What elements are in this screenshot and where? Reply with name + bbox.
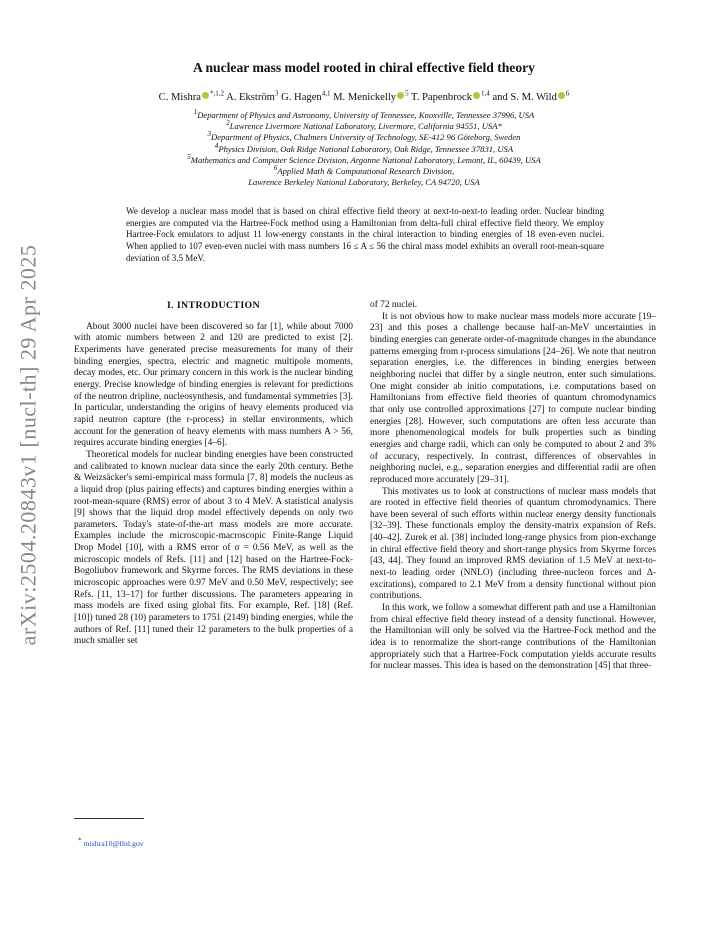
section-heading-introduction: I. INTRODUCTION [166, 300, 261, 311]
paragraph: Theoretical models for nuclear binding energies have been constructed and calibrated to known nuclear data since the early 20th century. Bethe & Weizsäcker's semi-empirical mass formula [7, 8] models the nucleus as a liquid drop (plus pairing effects) and captures binding energies within a root-mean-square (RMS) error of about 3 to 4 MeV. A statistical analysis [9] shows that the liquid drop model effectively depends on only two parameters. Today's state-of-the-art mass models are more accurate. Examples include the microscopic-macroscopic Finite-Range Liquid Drop Model [10], with a RMS error of σ = 0.56 MeV, as well as the microscopic models of Refs. [11] and [12] based on the Hartree-Fock-Bogoliubov framework and Skyrme forces. The RMS deviations in these microscopic approaches were 0.97 MeV and 0.50 MeV, respectively; see Refs. [11, 13–17] for further discussions. The parameters appearing in mass models are fixed using global fits. For example, Ref. [18] (Ref. [10]) tuned 28 (10) parameters to 1751 (2149) binding energies, while the authors of Ref. [11] tuned their 12 parameters to the bulk properties of a much smaller set [74, 449, 353, 647]
affiliation-marker: 3 [274, 89, 279, 98]
author-list: C. Mishra $^{*,1,2}$ A. Ekström$^3$ G. Hagen$^{4,1}$ M. Menickelly $^5$ T. Papenbrock $^{1,4}$ and S. M. Wild $^6$ [158, 89, 570, 103]
affiliation-marker: *,1,2 [210, 89, 224, 98]
orcid-icon[interactable] [473, 92, 480, 99]
affiliation-text: Department of Physics, Chalmers University of Technology, SE-412 96 Göteborg, Sweden [211, 132, 521, 143]
affiliation-text: Physics Division, Oak Ridge National Laboratory, Oak Ridge, Tennessee 37831, USA [218, 143, 514, 154]
author-name: S. M. Wild [510, 92, 557, 103]
arxiv-identifier-stamp [8, 210, 48, 680]
affiliation-number: 4 [214, 141, 219, 150]
footnote-marker: * [78, 836, 82, 845]
affiliation-number: 5 [187, 152, 191, 161]
orcid-icon[interactable] [558, 92, 565, 99]
author-name: C. Mishra [158, 92, 201, 103]
affiliation-number: 6 [273, 164, 278, 173]
affiliation-marker: 4,1 [321, 89, 331, 98]
author [281, 89, 331, 103]
paper-title: A nuclear mass model rooted in chiral effective field theory [193, 60, 535, 75]
affiliation [74, 132, 654, 143]
affiliation [74, 166, 654, 177]
orcid-icon[interactable] [202, 92, 209, 99]
affiliation-marker: 6 [565, 89, 570, 98]
author [333, 89, 409, 103]
arxiv-identifier: arXiv:2504.20843v1 [nucl-th] 29 Apr 2025 [15, 244, 41, 646]
footnote-rule [74, 818, 144, 819]
abstract: We develop a nuclear mass model that is based on chiral effective field theory at next-to-next-to leading order. Nuclear binding energies are computed via the Hartree-Fock method using a Hamiltonian from delta-full chiral effective field theory. We employ Hartree-Fock emulators to adjust 11 low-energy constants in the chiral interaction to binding energies of 18 even-even nuclei. When applied to 107 even-even nuclei with mass numbers 16 ≤ A ≤ 56 the chiral mass model exhibits an overall root-mean-square deviation of 3.5 MeV. [126, 206, 604, 263]
footnote [78, 836, 144, 848]
paragraph: This motivates us to look at constructions of nuclear mass models that are rooted in effective field theories of quantum chromodynamics. There have been several of such efforts within nuclear energy density functionals [32–39]. These functionals employ the density-matrix expansion of Refs. [40–42]. Zurek et al. [38] included long-range physics from pion-exchange in chiral effective field theory and short-range physics from Skyrme forces [43, 44]. They found an improved RMS deviation of 1.5 MeV at next-to-next-to leading order (NNLO) (including three-nucleon forces and Δ-excitations), compared to 2.1 MeV from a density functional without pion contributions. [370, 486, 656, 602]
author-name: G. Hagen [281, 92, 322, 103]
affiliation-list [74, 110, 654, 188]
paragraph: In this work, we follow a somewhat different path and use a Hamiltonian from chiral effective field theory instead of a density functional. However, the Hamiltonian will only be solved via the Hartree-Fock method and the idea is to renormalize the short-range contributions of the Hamiltonian appropriately such that a Hartree-Fock computation yields accurate results for nuclear masses. This idea is based on the demonstration [45] that three- [370, 603, 656, 672]
author [510, 89, 570, 103]
right-column [370, 300, 656, 673]
orcid-icon[interactable] [397, 92, 404, 99]
author-name: T. Papenbrock [411, 92, 473, 103]
left-column [74, 300, 353, 648]
author-name: A. Ekström [226, 92, 275, 103]
affiliation [74, 141, 654, 155]
affiliation-text: Lawrence Livermore National Laboratory, Livermore, California 94551, USA* [229, 121, 502, 132]
affiliation [74, 121, 654, 132]
affiliation-text: Department of Physics and Astronomy, University of Tennessee, Knoxville, Tennessee 37996, USA [197, 110, 535, 120]
paragraph-continuation: of 72 nuclei. [370, 300, 418, 310]
paragraph: About 3000 nuclei have been discovered so far [1], while about 7000 with atomic numbers between 2 and 120 are predicted to exist [2]. Experiments have generated precise measurements for many of their binding energies, spectra, electric and magnetic multipole moments, decay modes, etc. Our primary concern in this work is the nuclear binding energy. Precise knowledge of binding energies is relevant for predictions of the neutron dripline, nucleosynthesis, and fundamental symmetries [3]. In particular, understanding the origins of heavy elements produced via rapid neutron capture (the r-process) in stellar environments, which account for the generation of heavy elements with mass numbers A > 56, requires accurate binding energies [4–6]. [74, 321, 353, 449]
paragraph: It is not obvious how to make nuclear mass models more accurate [19–23] and this poses a challenge because half-an-MeV uncertainties in binding energies can generate order-of-magnitude changes in the abundance patterns emerging from r-process simulations [24–26]. We note that neutron separation energies, i.e. the differences in binding energies between neighboring nuclei that differ by a single neutron, enter such simulations. One might consider ab initio computations, i.e. computations based on Hamiltonians from effective field theories of quantum chromodynamics that only use controlled approximations [27] to compute nuclear binding energies [28]. However, such computations are often less accurate than more phenomenological models for bulk properties such as binding energies and charge radii, which can only be computed to about 2 and 3% of accuracy, respectively. In contrast, differences of observables in neighboring nuclei, e.g., separation energies and differential radii are often reproduced more accurately [29–31]. [370, 311, 656, 485]
affiliation-number: 2 [226, 119, 230, 128]
author [411, 89, 490, 103]
affiliation-text: Applied Math & Computational Research Division, [277, 166, 455, 177]
affiliation-marker: 5 [405, 89, 409, 98]
paper-page [74, 0, 654, 932]
author-name: M. Menickelly [333, 92, 397, 103]
affiliation [74, 177, 654, 188]
author [226, 89, 279, 103]
affiliation [74, 152, 654, 166]
affiliation-marker: 1,4 [481, 89, 490, 98]
email-link[interactable]: mishra10@llnl.gov [83, 839, 144, 848]
affiliation [74, 110, 654, 121]
affiliation-number: 3 [207, 130, 212, 139]
affiliation-text: Lawrence Berkeley National Laboratory, Berkeley, CA 94720, USA [248, 177, 480, 188]
author [158, 89, 224, 103]
affiliation-text: Mathematics and Computer Science Division, Argonne National Laboratory, Lemont, IL, 60439, USA [190, 154, 541, 165]
affiliation-number: 1 [193, 108, 198, 117]
